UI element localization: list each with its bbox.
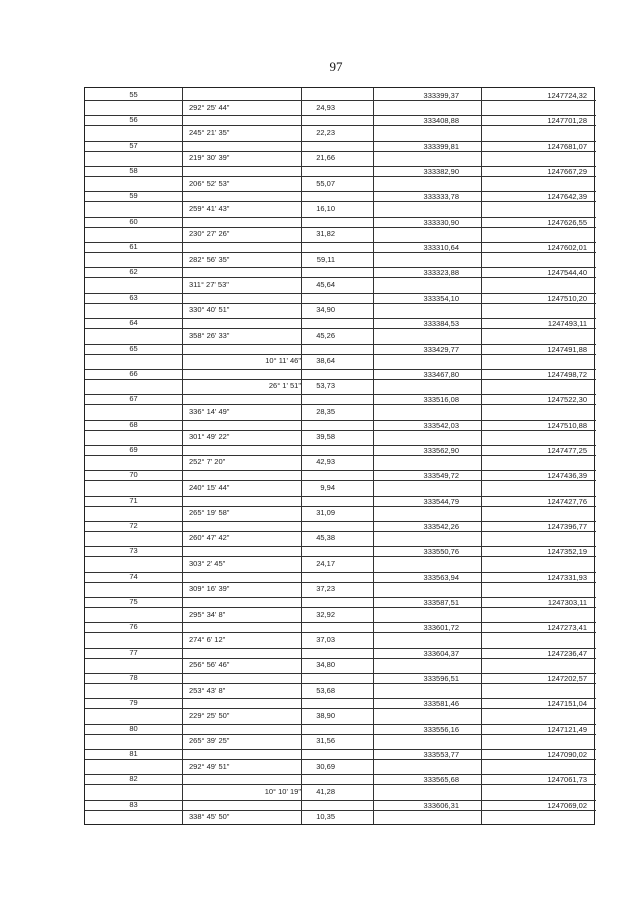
coordinate-y: 1247090,02 xyxy=(547,750,587,760)
point-number: 78 xyxy=(129,673,138,683)
row-line xyxy=(85,607,596,608)
coordinate-x: 333549,72 xyxy=(423,471,459,481)
point-number: 77 xyxy=(129,647,138,657)
direction-angle: 26° 1' 51" xyxy=(268,381,301,391)
point-number: 66 xyxy=(129,368,138,378)
row-line xyxy=(85,734,596,735)
coordinate-x: 333587,51 xyxy=(423,598,459,607)
point-number: 76 xyxy=(129,622,138,632)
direction-angle: 252° 7' 20" xyxy=(189,457,226,467)
row-line xyxy=(85,658,596,659)
direction-angle: 260° 47' 42" xyxy=(189,533,230,543)
coordinate-x: 333601,72 xyxy=(423,623,459,633)
row-line xyxy=(85,632,596,633)
coordinate-x: 333333,78 xyxy=(423,192,459,202)
segment-length: 38,64 xyxy=(316,356,335,365)
direction-angle: 230° 27' 26" xyxy=(189,229,230,239)
coordinate-x: 333596,51 xyxy=(423,674,459,684)
row-line xyxy=(85,480,596,481)
segment-length: 30,69 xyxy=(316,761,335,771)
coordinate-x: 333562,90 xyxy=(423,445,459,455)
coordinate-y: 1247681,07 xyxy=(547,141,587,151)
coordinate-y: 1247273,41 xyxy=(547,623,587,633)
coordinate-x: 333467,80 xyxy=(423,369,459,379)
direction-angle: 206° 52' 53" xyxy=(189,178,230,188)
coordinate-y: 1247121,49 xyxy=(547,724,587,734)
coordinate-x: 333544,79 xyxy=(423,496,459,506)
row-line xyxy=(85,252,596,253)
coordinate-y: 1247236,47 xyxy=(547,648,587,658)
segment-length: 34,80 xyxy=(316,660,335,670)
direction-angle: 265° 19' 58" xyxy=(189,508,230,518)
direction-angle: 338° 45' 50" xyxy=(189,812,230,822)
coordinate-y: 1247724,32 xyxy=(547,91,587,100)
coordinate-x: 333542,26 xyxy=(423,521,459,531)
row-line xyxy=(85,531,596,532)
coordinate-x: 333542,03 xyxy=(423,420,459,430)
direction-angle: 10° 11' 46" xyxy=(265,356,301,365)
point-number: 83 xyxy=(129,799,138,809)
coordinate-y: 1247510,88 xyxy=(547,420,587,430)
row-line xyxy=(85,455,596,456)
coordinate-x: 333382,90 xyxy=(423,167,459,177)
point-number: 82 xyxy=(129,774,138,784)
point-number: 81 xyxy=(129,749,138,759)
coordinate-x: 333581,46 xyxy=(423,699,459,709)
coordinates-table xyxy=(84,87,595,825)
row-line xyxy=(85,708,596,709)
coordinate-y: 1247493,11 xyxy=(547,319,587,329)
direction-angle: 295° 34' 8" xyxy=(189,609,226,619)
segment-length: 53,73 xyxy=(316,381,335,391)
point-number: 67 xyxy=(129,394,138,404)
direction-angle: 301° 49' 22" xyxy=(189,432,230,442)
direction-angle: 259° 41' 43" xyxy=(189,203,230,213)
coordinate-x: 333553,77 xyxy=(423,750,459,760)
point-number: 57 xyxy=(129,140,138,150)
coordinate-y: 1247303,11 xyxy=(547,598,587,607)
coordinate-y: 1247477,25 xyxy=(547,445,587,455)
row-line xyxy=(85,683,596,684)
direction-angle: 282° 56' 35" xyxy=(189,254,230,264)
coordinate-x: 333354,10 xyxy=(423,293,459,303)
row-line xyxy=(85,810,596,811)
coordinate-y: 1247427,76 xyxy=(547,496,587,506)
row-line xyxy=(85,506,596,507)
row-line xyxy=(85,784,596,785)
segment-length: 9,94 xyxy=(320,482,335,492)
segment-length: 42,93 xyxy=(316,457,335,467)
row-line xyxy=(85,556,596,557)
coordinate-x: 333323,88 xyxy=(423,268,459,278)
direction-angle: 253° 43' 8" xyxy=(189,685,226,695)
coordinate-x: 333556,16 xyxy=(423,724,459,734)
point-number: 60 xyxy=(129,216,138,226)
segment-length: 55,07 xyxy=(316,178,335,188)
segment-length: 31,09 xyxy=(316,508,335,518)
row-line xyxy=(85,277,596,278)
row-line xyxy=(85,404,596,405)
coordinate-y: 1247642,39 xyxy=(547,192,587,202)
point-number: 70 xyxy=(129,470,138,480)
segment-length: 31,82 xyxy=(316,229,335,239)
point-number: 80 xyxy=(129,723,138,733)
segment-length: 10,35 xyxy=(316,812,335,822)
segment-length: 24,93 xyxy=(316,102,335,112)
point-number: 55 xyxy=(129,90,138,99)
coordinate-y: 1247331,93 xyxy=(547,572,587,582)
point-number: 69 xyxy=(129,444,138,454)
coordinate-y: 1247202,57 xyxy=(547,674,587,684)
segment-length: 22,23 xyxy=(316,127,335,137)
direction-angle: 309° 16' 39" xyxy=(189,584,230,594)
point-number: 65 xyxy=(129,343,138,353)
segment-length: 38,90 xyxy=(316,710,335,720)
direction-angle: 256° 56' 46" xyxy=(189,660,230,670)
point-number: 62 xyxy=(129,267,138,277)
segment-length: 31,56 xyxy=(316,736,335,746)
point-number: 79 xyxy=(129,698,138,708)
coordinate-x: 333550,76 xyxy=(423,547,459,557)
row-line xyxy=(85,354,596,355)
point-number: 58 xyxy=(129,166,138,176)
direction-angle: 274° 6' 12" xyxy=(189,634,226,644)
segment-length: 41,28 xyxy=(316,786,335,796)
direction-angle: 336° 14' 49" xyxy=(189,406,230,416)
coordinate-x: 333604,37 xyxy=(423,648,459,658)
coordinate-y: 1247491,88 xyxy=(547,344,587,354)
point-number: 56 xyxy=(129,115,138,125)
coordinate-y: 1247151,04 xyxy=(547,699,587,709)
coordinate-x: 333516,08 xyxy=(423,395,459,405)
coordinate-x: 333330,90 xyxy=(423,217,459,227)
point-number: 75 xyxy=(129,597,138,606)
point-number: 61 xyxy=(129,242,138,252)
row-line xyxy=(85,430,596,431)
point-number: 68 xyxy=(129,419,138,429)
coordinate-x: 333565,68 xyxy=(423,775,459,785)
row-line xyxy=(85,328,596,329)
point-number: 74 xyxy=(129,571,138,581)
coordinate-y: 1247522,30 xyxy=(547,395,587,405)
direction-angle: 240° 15' 44" xyxy=(189,482,230,492)
segment-length: 32,92 xyxy=(316,609,335,619)
coordinate-y: 1247396,77 xyxy=(547,521,587,531)
segment-length: 37,23 xyxy=(316,584,335,594)
segment-length: 16,10 xyxy=(316,203,335,213)
direction-angle: 229° 25' 50" xyxy=(189,710,230,720)
coordinate-x: 333563,94 xyxy=(423,572,459,582)
direction-angle: 292° 25' 44" xyxy=(189,102,230,112)
direction-angle: 358° 26' 33" xyxy=(189,330,230,340)
direction-angle: 330° 40' 51" xyxy=(189,305,230,315)
coordinate-y: 1247544,40 xyxy=(547,268,587,278)
segment-length: 34,90 xyxy=(316,305,335,315)
coordinate-x: 333408,88 xyxy=(423,116,459,126)
page-number: 97 xyxy=(329,59,343,74)
segment-length: 45,64 xyxy=(316,279,335,289)
point-number: 59 xyxy=(129,191,138,201)
direction-angle: 219° 30' 39" xyxy=(189,153,230,163)
row-line xyxy=(85,125,596,126)
direction-angle: 265° 39' 25" xyxy=(189,736,230,746)
direction-angle: 303° 2' 45" xyxy=(189,558,226,568)
coordinate-y: 1247701,28 xyxy=(547,116,587,126)
coordinate-x: 333399,37 xyxy=(423,91,459,100)
segment-length: 21,66 xyxy=(316,153,335,163)
point-number: 71 xyxy=(129,495,138,505)
row-line xyxy=(85,303,596,304)
coordinate-x: 333429,77 xyxy=(423,344,459,354)
segment-length: 59,11 xyxy=(316,254,335,264)
direction-angle: 292° 49' 51" xyxy=(189,761,230,771)
row-line xyxy=(85,379,596,380)
coordinate-y: 1247061,73 xyxy=(547,775,587,785)
coordinate-y: 1247069,02 xyxy=(547,800,587,810)
point-number: 73 xyxy=(129,546,138,556)
segment-length: 45,38 xyxy=(316,533,335,543)
column-divider xyxy=(182,88,183,824)
row-line xyxy=(85,227,596,228)
table-grid xyxy=(85,88,594,824)
coordinate-y: 1247498,72 xyxy=(547,369,587,379)
coordinate-x: 333310,64 xyxy=(423,243,459,253)
segment-length: 37,03 xyxy=(316,634,335,644)
coordinate-y: 1247602,01 xyxy=(547,243,587,253)
row-line xyxy=(85,176,596,177)
segment-length: 45,26 xyxy=(316,330,335,340)
segment-length: 28,35 xyxy=(316,406,335,416)
row-line xyxy=(85,201,596,202)
point-number: 63 xyxy=(129,292,138,302)
segment-length: 24,17 xyxy=(316,558,335,568)
point-number: 72 xyxy=(129,520,138,530)
coordinate-y: 1247510,20 xyxy=(547,293,587,303)
row-line xyxy=(85,100,596,101)
coordinate-y: 1247436,39 xyxy=(547,471,587,481)
direction-angle: 245° 21' 35" xyxy=(189,127,230,137)
coordinate-y: 1247352,19 xyxy=(547,547,587,557)
coordinate-y: 1247667,29 xyxy=(547,167,587,177)
coordinate-x: 333384,53 xyxy=(423,319,459,329)
coordinate-x: 333606,31 xyxy=(423,800,459,810)
segment-length: 39,58 xyxy=(316,432,335,442)
coordinate-y: 1247626,55 xyxy=(547,217,587,227)
row-line xyxy=(85,759,596,760)
direction-angle: 311° 27' 53" xyxy=(189,279,229,289)
segment-length: 53,68 xyxy=(316,685,335,695)
row-line xyxy=(85,582,596,583)
direction-angle: 10° 10' 19" xyxy=(264,786,301,796)
coordinate-x: 333399,81 xyxy=(423,141,459,151)
row-line xyxy=(85,151,596,152)
point-number: 64 xyxy=(129,318,138,328)
